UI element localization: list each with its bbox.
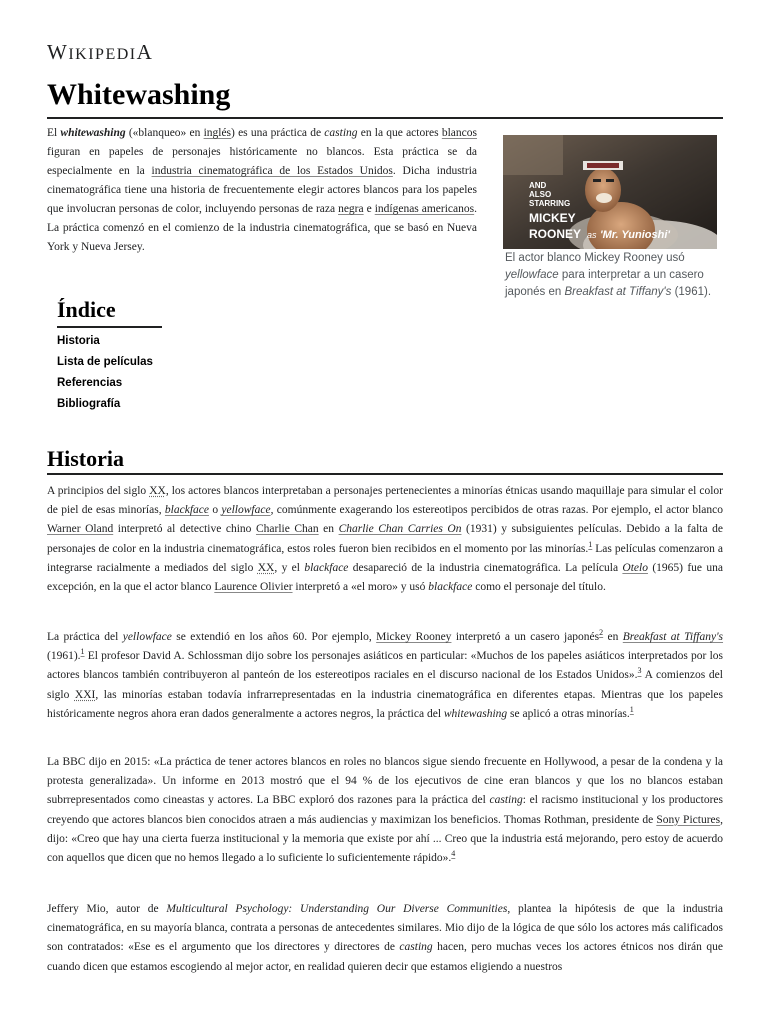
- historia-paragraph-1: A principios del siglo XX, los actores blancos interpretaban a personajes pertenecientes a minorías étnicas usando maquillaje para simular el color de piel de esas minorías, blackface o yellowface, comúnmente exagerando los estereotipos percibidos de otras razas. Por ejemplo, el actor blanco Warner Oland interpretó al detective chino Charlie Chan en Charlie Chan Carries On (1931) y subsiguientes películas. Debido a la falta de personajes de color en la industria cinematográfica, estos roles fueron bien recibidos en el momento por las minorías.$^1$ Las películas comenzaron a integrarse racialmente a mediados del siglo XX, y el blackface desapareció de la industria cinematográfica. La película Otelo (1965) fue una excepción, en la que el actor blanco Laurence Olivier interpretó a «el moro» y usó blackface como el personaje del título.: [47, 485, 724, 594]
- image-caption-rooney: ROONEY: [529, 227, 582, 241]
- century-xxi[interactable]: XXI: [74, 688, 96, 701]
- link-indigenas-americanos[interactable]: indígenas americanos: [374, 203, 475, 215]
- image-caption-also: ALSO: [529, 190, 552, 199]
- link-yellowface[interactable]: yellowface: [221, 504, 271, 517]
- wikipedia-wordmark[interactable]: WIKIPEDIA: [47, 40, 154, 64]
- image-caption-mickey: MICKEY: [529, 211, 576, 225]
- link-negra[interactable]: negra: [338, 203, 364, 215]
- reference-3[interactable]: 3: [637, 666, 642, 676]
- link-industria-cinematografica[interactable]: industria cinematográfica de los Estados Unidos: [151, 165, 393, 177]
- historia-paragraph-3: La BBC dijo en 2015: «La práctica de tener actores blancos en roles no blancos sigue siendo frecuente en Hollywood, a pesar de la condena y la protesta generalizada». Un informe en 2013 mostró que el 94 % de los ejecutivos de cine eran blancos y que los no blancos estaban subrrepresentados como cineastas y actores. La BBC exploró dos razones para la práctica del casting: el racismo institucional y los productores creyendo que actores blancos bien conocidos atraen a más audiencias y maximizan los beneficios. Thomas Rothman, presidente de Sony Pictures, dijo: «Creo que hay una cierta fuerza institucional y la memoria que existe por ahí ... Creo que la industria está mejorando, pero estoy de acuerdo con aquellos que dicen que no hemos llegado a lo suficiente lo suficientemente rápido».$^4$: [47, 756, 723, 865]
- link-breakfast-at-tiffanys[interactable]: Breakfast at Tiffany's: [622, 631, 724, 643]
- toc-item-bibliografia[interactable]: Bibliografía: [57, 398, 121, 410]
- link-blancos[interactable]: blancos: [441, 127, 477, 139]
- intro-paragraph: El whitewashing («blanqueo» en inglés) es una práctica de casting en la que actores blancos figuran en papeles de personajes históricamente no blancos. Esta práctica se da especialmente en la industria cinematográfica de los Estados Unidos. Dicha industria cinematográfica tiene una historia de frecuentemente elegir actores blancos para los papeles que involucran personas de color, incluyendo personas de raza negra e indígenas americanos. La práctica comenzó en el comienzo de la industria cinematográfica, que se basó en Nueva York y Nueva Jersey.: [47, 127, 477, 253]
- reference-1[interactable]: 1: [588, 539, 593, 549]
- section-divider: [47, 473, 723, 475]
- toc-title: Índice: [57, 297, 116, 322]
- infobox-image-mickey-rooney[interactable]: [503, 135, 717, 249]
- reference-1[interactable]: 1: [629, 704, 634, 714]
- link-mickey-rooney[interactable]: Mickey Rooney: [376, 631, 452, 643]
- toc-item-referencias[interactable]: Referencias: [57, 377, 123, 389]
- century-xx[interactable]: XX: [149, 485, 166, 497]
- link-ingles[interactable]: inglés: [203, 127, 232, 139]
- reference-4[interactable]: 4: [451, 849, 456, 859]
- reference-2[interactable]: 2: [599, 628, 604, 638]
- link-blackface[interactable]: blackface: [164, 504, 209, 517]
- image-caption-and: AND: [529, 181, 547, 190]
- link-charlie-chan[interactable]: Charlie Chan: [255, 523, 319, 536]
- link-otelo[interactable]: Otelo: [622, 561, 648, 574]
- link-charlie-chan-carries-on[interactable]: Charlie Chan Carries On: [338, 523, 462, 536]
- century-xx[interactable]: XX: [257, 561, 275, 574]
- toc-divider: [57, 326, 162, 328]
- reference-1[interactable]: 1: [80, 647, 85, 657]
- link-warner-oland[interactable]: Warner Oland: [47, 523, 114, 536]
- title-divider: [47, 117, 723, 119]
- page-title: Whitewashing: [47, 78, 231, 111]
- image-caption-role: 'Mr. Yunioshi': [600, 229, 671, 241]
- toc-item-historia[interactable]: Historia: [57, 335, 100, 347]
- link-laurence-olivier[interactable]: Laurence Olivier: [214, 581, 293, 594]
- image-caption-starring: STARRING: [529, 199, 571, 208]
- infobox-caption: El actor blanco Mickey Rooney usó yellowface para interpretar a un casero japonés en Breakfast at Tiffany's (1961).: [505, 252, 712, 298]
- image-caption-as: as: [587, 230, 597, 240]
- historia-paragraph-4: Jeffery Mio, autor de Multicultural Psychology: Understanding Our Diverse Communities, plantea la hipótesis de que la industria cinematográfica, en su mayoría blanca, contrata a personas de antecedentes similares. Mio dijo de la lógica de que sólo los actores más calificados son contratados: «Ese es el argumento que los directores y directores de casting hacen, pero muchas veces los actores étnicos nos dirán que cuando dicen que estamos escogiendo al mejor actor, en realidad quieren decir que estamos eligiendo a nuestros: [47, 903, 723, 973]
- historia-paragraph-2: La práctica del yellowface se extendió en los años 60. Por ejemplo, Mickey Rooney interpretó a un casero japonés$^2$ en Breakfast at Tiffany's (1961).$^1$ El profesor David A. Schlossman dijo sobre los personajes asiáticos en particular: «Muchos de los papeles asiáticos interpretados por los actores blancos también contribuyeron al panteón de los estereotipos raciales en el discurso nacional de los Estados Unidos».$^3$ A comienzos del siglo XXI, las minorías estaban todavía infrarrepresentadas en la industria cinematográfica en diferentes etapas. Mientras que los papeles históricamente negros ahora eran dados generalmente a actores negros, la práctica del whitewashing se aplicó a otras minorías.$^1$: [47, 628, 724, 720]
- toc-item-lista-de-peliculas[interactable]: Lista de películas: [57, 356, 153, 368]
- section-heading-historia: Historia: [47, 446, 124, 471]
- link-sony-pictures[interactable]: Sony Pictures: [656, 813, 721, 826]
